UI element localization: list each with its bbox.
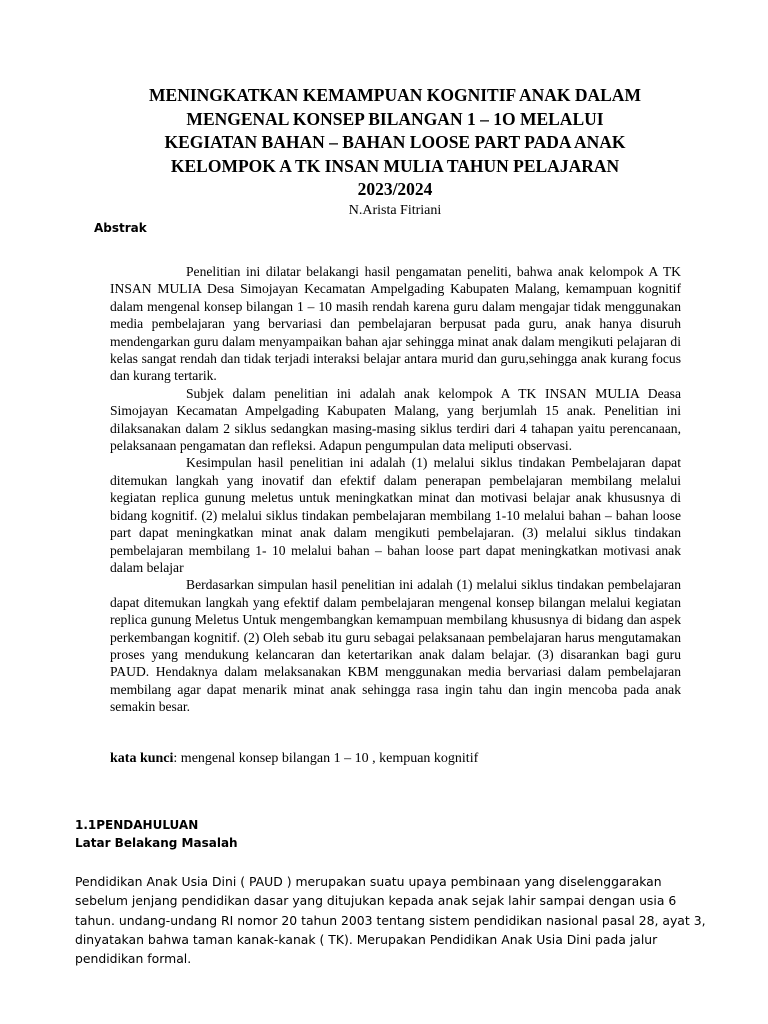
keywords-label: kata kunci [110,751,174,766]
title-line: MENGENAL KONSEP BILANGAN 1 – 1O MELALUI [186,108,604,129]
title-line: MENINGKATKAN KEMAMPUAN KOGNITIF ANAK DALAM [149,85,641,105]
abstract-heading: Abstrak [94,221,147,235]
author-name: N.Arista Fitriani [348,203,442,218]
subsection-heading: Latar Belakang Masalah [75,836,238,850]
abstract-paragraph: Subjek dalam penelitian ini adalah anak kelompok A TK INSAN MULIA Deasa Simojayan Kecamatan Ampelgading Kabupaten Malang, yang berjumlah 15 anak. Penelitian ini dilaksanakan dalam 2 siklus sedangkan masing-masing siklus terdiri dari 4 tahapan yaitu perencanaan, pelaksanaan pengamatan dan refleksi. Adapun pengumpulan data meliputi observasi. [110,385,681,454]
paper-title [110,84,680,202]
intro-paragraph: Pendidikan Anak Usia Dini ( PAUD ) merupakan suatu upaya pembinaan yang diselenggarakan sebelum jenjang pendidikan dasar yang ditujukan kepada anak sejak lahir sampai dengan usia 6 tahun. undang-undang RI nomor 20 tahun 2003 tentang sistem pendidikan nasional pasal 28, ayat 3, dinyatakan bahwa taman kanak-kanak ( TK). Merupakan Pendidikan Anak Usia Dini pada jalur pendidikan formal. [75,874,706,967]
title-line: 2023/2024 [357,179,433,199]
keywords [110,751,681,767]
abstract-paragraph: Berdasarkan simpulan hasil penelitian ini adalah (1) melalui siklus tindakan pembelajaran dapat ditemukan langkah yang efektif dalam pembelajaran mengenal konsep bilangan melalui kegiatan replica gunung Meletus Untuk mengembangkan kemampuan membilang khususnya di bidang dan aspek perkembangan kognitif. (2) Oleh sebab itu guru sebagai pelaksanaan pembelajaran harus mengutamakan proses yang mendukung kelancaran dan ketertarikan anak dalam belajar. (3) disarankan bagi guru PAUD. Hendaknya dalam melaksanakan KBM menggunakan media bervariasi dalam pembelajaran membilang agar dapat menarik minat anak sehingga rasa ingin tahu dan ingin mencoba pada anak semakin besar. [110,577,681,715]
abstract-paragraph: Kesimpulan hasil penelitian ini adalah (1) melalui siklus tindakan Pembelajaran dapat ditemukan langkah yang inovatif dan efektif dalam penerapan pembelajaran membilang melalui kegiatan replica gunung meletus untuk meningkatkan minat dan motivasi belajar anak khususnya di bidang kognitif. (2) melalui siklus tindakan pembelajaran membilang 1-10 melalui bahan – bahan loose part dapat meningkatkan minat anak dalam mengikuti pembelajaran. (3) melalui siklus tindakan pembelajaran membilang 1- 10 melalui bahan – bahan loose part dapat meningkatkan motivasi anak dalam belajar [110,455,681,575]
title-line: KELOMPOK A TK INSAN MULIA TAHUN PELAJARAN [170,155,620,176]
section-heading: 1.1PENDAHULUAN [75,818,199,832]
abstract-paragraph: Penelitian ini dilatar belakangi hasil pengamatan peneliti, bahwa anak kelompok A TK INSAN MULIA Desa Simojayan Kecamatan Ampelgading Kabupaten Malang, kemampuan kognitif dalam mengenal konsep bilangan 1 – 10 masih rendah karena guru dalam mengajar tidak menggunakan media pembelajaran yang bervariasi dan pembelajaran berpusat pada guru, anak hanya disuruh mendengarkan guru dalam menyampaikan bahan ajar sehingga minat anak dalam mengikuti pelajaran di kelas sangat rendah dan tidak terjadi interaksi belajar antara murid dan guru,sehingga anak kurang focus dan kurang tertarik. [110,264,681,384]
title-line: KEGIATAN BAHAN – BAHAN LOOSE PART PADA ANAK [164,132,626,152]
abstract-body [110,263,681,716]
keywords-text: : mengenal konsep bilangan 1 – 10 , kempuan kognitif [173,751,479,766]
